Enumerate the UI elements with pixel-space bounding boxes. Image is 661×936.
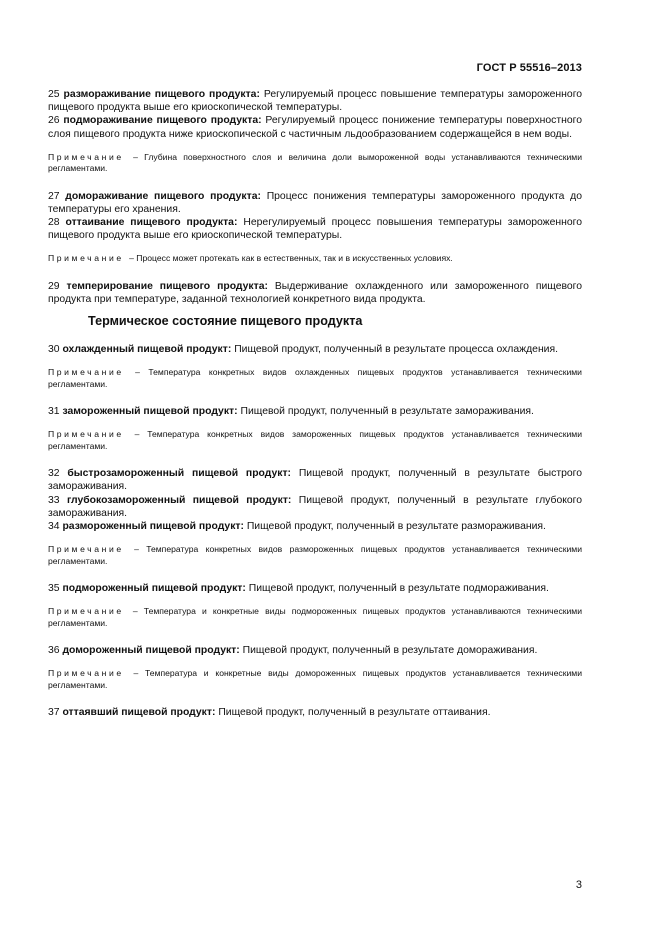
entry-number: 36 bbox=[48, 645, 60, 657]
entry-number: 35 bbox=[48, 583, 60, 595]
document-header: ГОСТ Р 55516–2013 bbox=[476, 62, 582, 74]
entry-36 bbox=[48, 644, 582, 657]
entry-definition: Пищевой продукт, полученный в результате глубокого замораживания. bbox=[48, 494, 583, 519]
entry-30 bbox=[48, 343, 582, 356]
note-34 bbox=[48, 544, 582, 567]
entry-definition: Выдерживание охлажденного или замороженного пищевого продукта при температуре, заданной технологией конкретного вида продукта. bbox=[48, 280, 583, 306]
entry-definition: Пищевой продукт, полученный в результате оттаивания. bbox=[218, 707, 491, 719]
entry-term: доморaживание пищевого продукта: bbox=[65, 190, 261, 202]
entry-term: размораживание пищевого продукта: bbox=[63, 89, 260, 100]
entry-number: 33 bbox=[48, 494, 60, 506]
note-36 bbox=[48, 668, 582, 691]
entry-number: 25 bbox=[48, 89, 60, 100]
entry-number: 34 bbox=[48, 521, 60, 533]
note-label: Примечание bbox=[48, 544, 124, 555]
section-title: Термическое состояние пищевого продукта bbox=[88, 314, 363, 329]
note-label: Примечание bbox=[48, 367, 124, 378]
note-label: Примечание bbox=[48, 253, 124, 264]
entry-number: 29 bbox=[48, 280, 60, 292]
entry-term: доморoженный пищевой продукт: bbox=[62, 645, 240, 657]
entry-number: 27 bbox=[48, 190, 60, 202]
entry-term: замороженный пищевой продукт: bbox=[62, 406, 238, 418]
note-label: Примечание bbox=[48, 668, 124, 679]
entry-term: глубокозамороженный пищевой продукт: bbox=[66, 494, 292, 506]
entry-number: 32 bbox=[48, 468, 60, 480]
entry-definition: Нерегулируемый процесс повышения температуры замороженного пищевого продукта выше его криоскопической температуры. bbox=[48, 217, 583, 242]
entry-term: размороженный пищевой продукт: bbox=[62, 521, 244, 533]
entry-32 bbox=[48, 467, 582, 493]
entry-definition: Пищевой продукт, полученный в результате замораживания. bbox=[240, 406, 534, 418]
note-30 bbox=[48, 367, 582, 390]
note-text: – Глубина поверхностного слоя и величина доли вымороженной воды устанавливаются техническими регламентами. bbox=[48, 151, 583, 174]
entry-term: подмораживание пищевого продукта: bbox=[63, 115, 262, 127]
note-text: – Температура и конкретные виды доморoженных пищевых продуктов устанавливается техническими регламентами. bbox=[48, 668, 582, 690]
note-35 bbox=[48, 606, 582, 629]
entry-definition: Регулируемый процесс повышение температуры замороженного пищевого продукта выше его криоскопической температуры. bbox=[48, 89, 583, 114]
entry-26 bbox=[48, 114, 582, 140]
entry-definition: Регулируемый процесс понижение температуры поверхностного слоя пищевого продукта ниже криоскопической с частичным льдообразованием содержащейся в нем воды. bbox=[48, 115, 582, 140]
note-text: – Температура конкретных видов охлажденных пищевых продуктов устанавливается техническими регламентами. bbox=[48, 367, 582, 389]
entry-term: оттаивание пищевого продукта: bbox=[65, 217, 238, 229]
entry-definition: Пищевой продукт, полученный в результате быстрого замораживания. bbox=[48, 468, 582, 493]
note-text: – Температура конкретных видов размороженных пищевых продуктов устанавливается техническими регламентами. bbox=[48, 544, 582, 566]
entry-definition: Пищевой продукт, полученный в результате размораживания. bbox=[246, 521, 546, 533]
entry-number: 30 bbox=[48, 344, 60, 356]
entry-term: быстрозамороженный пищевой продукт: bbox=[67, 468, 292, 480]
entry-term: подмороженный пищевой продукт: bbox=[62, 583, 246, 595]
entry-29 bbox=[48, 280, 582, 306]
page-number: 3 bbox=[575, 879, 582, 891]
entry-number: 28 bbox=[48, 217, 60, 229]
note-label: Примечание bbox=[48, 606, 124, 617]
entry-31 bbox=[48, 405, 582, 418]
note-label: Примечание bbox=[48, 151, 124, 162]
entry-number: 26 bbox=[48, 115, 60, 127]
entry-28 bbox=[48, 216, 582, 242]
entry-term: темперирование пищевого продукта: bbox=[66, 280, 268, 292]
entry-35 bbox=[48, 582, 582, 595]
entry-37 bbox=[48, 706, 582, 719]
entry-term: охлажденный пищевой продукт: bbox=[62, 344, 232, 356]
entry-34 bbox=[48, 520, 582, 533]
note-text: – Температура конкретных видов замороженных пищевых продуктов устанавливается техническими регламентами. bbox=[48, 429, 582, 451]
note-text: – Температура и конкретные виды подмороженных пищевых продуктов устанавливаются техническими регламентами. bbox=[48, 606, 583, 628]
entry-33 bbox=[48, 494, 582, 520]
note-label: Примечание bbox=[48, 429, 124, 440]
entry-number: 37 bbox=[48, 707, 60, 719]
entry-definition: Пищевой продукт, полученный в результате доморaживания. bbox=[242, 645, 538, 657]
entry-definition: Пищевой продукт, полученный в результате подмораживания. bbox=[248, 583, 549, 595]
entry-definition: Пищевой продукт, полученный в результате процесса охлаждения. bbox=[234, 344, 558, 356]
entry-term: оттаявший пищевой продукт: bbox=[62, 707, 216, 719]
entry-25 bbox=[48, 88, 582, 114]
note-text: – Процесс может протекать как в естественных, так и в искусственных условиях. bbox=[129, 253, 453, 264]
entry-definition: Процесс понижения температуры замороженного продукта до температуры его хранения. bbox=[48, 190, 582, 215]
entry-27 bbox=[48, 190, 582, 216]
note-28 bbox=[48, 253, 582, 264]
note-26 bbox=[48, 152, 582, 175]
entry-number: 31 bbox=[48, 406, 60, 418]
document-body bbox=[48, 88, 582, 719]
note-31 bbox=[48, 429, 582, 452]
